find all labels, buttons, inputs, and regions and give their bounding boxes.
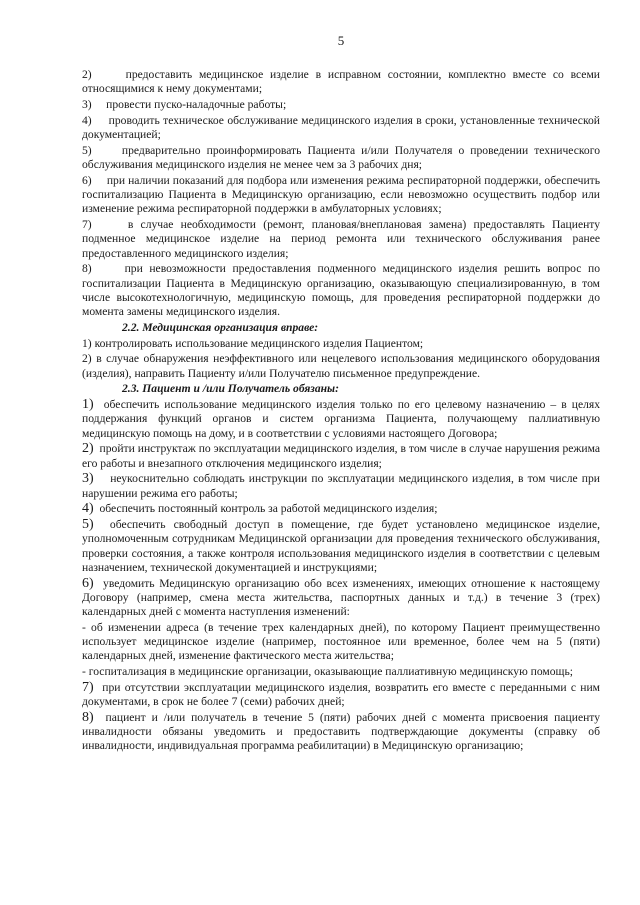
list-item: 3) неукоснительно соблюдать инструкции по эксплуатации медицинского изделия, в том числе при нарушении режима его работы; [82, 471, 600, 500]
list-item: 4) обеспечить постоянный контроль за работой медицинского изделия; [82, 501, 438, 517]
list-item: 6) при наличии показаний для подбора или изменения режима респираторной поддержки, обеспечить госпитализацию Пациента в Медицинскую организацию, если невозможно осуществить подбор или изменение режима респираторной поддержки в амбулаторных условиях; [82, 174, 600, 216]
page-number: 5 [337, 33, 345, 48]
sub-list-item: - госпитализация в медицинские организации, оказывающие паллиативную медицинскую помощь; [82, 665, 573, 679]
list-item: 8) пациент и /или получатель в течение 5 (пяти) рабочих дней с момента присвоения пациенту инвалидности обязаны уведомить и предоставить подтверждающие документы (справку об инвалидности, индивидуальная программа реабилитации) в Медицинскую организацию; [82, 709, 601, 753]
list-item: 1) обеспечить использование медицинского изделия только по его целевому назначению – в целях поддержания функций органов и систем организма Пациента, получающему паллиативную медицинскую помощь на дому, и в соответствии с условиями настоящего Договора; [82, 397, 601, 440]
section-heading-2-3: 2.3. Пациент и /или Получатель обязаны: [122, 382, 339, 396]
section-2-3-items [82, 398, 600, 753]
list-item: 1) контролировать использование медицинского изделия Пациентом; [82, 336, 424, 350]
list-item: 7) в случае необходимости (ремонт, плановая/внеплановая замена) предоставлять Пациенту подменное медицинское изделие на период ремонта или технического обслуживания ранее предоставленного медицинского изделия; [82, 218, 600, 260]
section-2-1-items [82, 68, 600, 319]
list-item: 6) уведомить Медицинскую организацию обо всех изменениях, имеющих отношение к настоящему Договору (например, смена места жительства, паспортных данных и т.д.) в течение 3 (трех) календарных дней с момента наступления изменений: [82, 575, 600, 619]
list-item: 2) предоставить медицинское изделие в исправном состоянии, комплектно вместе со всеми относящимися к нему документами; [82, 68, 600, 96]
list-item: 2) в случае обнаружения неэффективного или нецелевого использования медицинского оборудования (изделия), направить Пациенту и/или Получателю письменное предупреждение. [82, 352, 600, 380]
list-item: 4) проводить техническое обслуживание медицинского изделия в сроки, установленные технической документацией; [82, 114, 601, 142]
list-item: 7) при отсутствии эксплуатации медицинского изделия, возвратить его вместе с переданными с ним документами, в срок не более 7 (семи) рабочих дней; [82, 679, 601, 709]
list-item: 5) обеспечить свободный доступ в помещение, где будет установлено медицинское изделие, уполномоченным сотрудникам Медицинской организации для проведения технического обслуживания, проверки состояния, а также контроля использования медицинского изделия в соответствии с целевым назначением, технической документацией и инструкциями; [82, 517, 600, 574]
list-item: 2) пройти инструктаж по эксплуатации медицинского изделия, в том числе в случае нарушения режима его работы и внезапного отключения медицинского изделия; [82, 441, 601, 470]
list-item: 8) при невозможности предоставления подменного медицинского изделия решить вопрос по госпитализации Пациента в Медицинскую организацию, оказывающую специализированную, в том числе высокотехнологичную, медицинскую помощь, для проведения респираторной поддержки до момента замены медицинского изделия. [82, 262, 600, 319]
list-item: 3) провести пуско-наладочные работы; [82, 98, 287, 112]
list-item: 5) предварительно проинформировать Пациента и/или Получателя о проведении технического обслуживания медицинского изделия не менее чем за 3 рабочих дня; [82, 144, 600, 172]
section-heading-2-2: 2.2. Медицинская организация вправе: [122, 320, 319, 334]
sub-list-item: - об изменении адреса (в течение трех календарных дней), по которому Пациент преимущественно использует медицинское изделие (например, постоянное или временное, более чем на 5 (пяти) календарных дней, изменение фактического места жительства; [82, 620, 600, 663]
section-2-2-items [82, 337, 600, 381]
